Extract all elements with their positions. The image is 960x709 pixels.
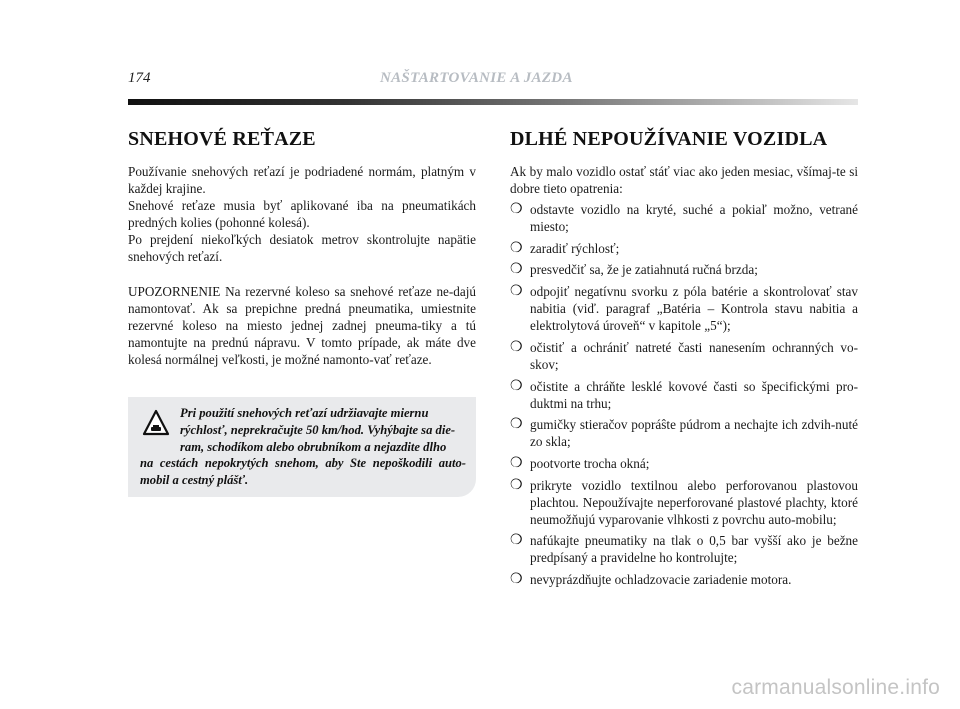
caution-line: na cestách nepokrytých snehom, aby Ste nepoškodili auto-mobil a cestný plášť. xyxy=(140,456,466,488)
list-item: ❍ nafúkajte pneumatiky na tlak o 0,5 bar vyšší ako je bežne predpísaný a pravidelne ho kontrolujte; xyxy=(510,533,858,566)
running-title: NAŠTARTOVANIE A JAZDA xyxy=(380,70,573,86)
bullet-icon: ❍ xyxy=(510,571,523,587)
bullet-icon: ❍ xyxy=(510,378,523,394)
caution-box xyxy=(128,397,476,497)
list-item: ❍ odpojiť negatívnu svorku z póla batérie a skontrolovať stav nabitia (viď. paragraf „Batéria – Kontrola stavu nabitia a elektrolytová úroveň“ v kapitole „5“); xyxy=(510,284,858,334)
caution-text xyxy=(140,405,466,489)
caution-line: ram, schodíkom alebo obrubníkom a nejazdite dlho xyxy=(180,439,447,454)
bullet-icon: ❍ xyxy=(510,284,523,300)
paragraph: Používanie snehových reťazí je podriadené normám, platným v každej krajine. xyxy=(128,164,476,197)
list-item: ❍ presvedčiť sa, že je zatiahnutá ručná brzda; xyxy=(510,262,758,278)
bullet-icon: ❍ xyxy=(510,262,523,278)
bullet-icon: ❍ xyxy=(510,339,523,355)
list-item: ❍ nevyprázdňujte ochladzovacie zariadenie motora. xyxy=(510,571,792,587)
list-item: ❍ prikryte vozidlo textilnou alebo perforovanou plastovou plachtou. Nepoužívajte neperforované plastové plachty, ktoré neumožňujú vyparovanie vlhkosti z povrchu auto-mobilu; xyxy=(510,477,858,527)
warning-paragraph: UPOZORNENIE Na rezervné koleso sa snehové reťaze ne-dajú namontovať. Ak sa prepichne predná pneumatika, umiestnite rezervné koleso na miesto jednej zadnej pneuma-tiky a tú namontujte na prednú nápravu. V tomto prípade, ak máte dve kolesá normálnej veľkosti, je možné namonto-vať reťaze. xyxy=(128,283,476,367)
list-item: ❍ gumičky stieračov popráŝte púdrom a nechajte ich zdvih-nuté zo skla; xyxy=(510,417,858,450)
list-item: ❍ očistiť a ochrániť natreté časti nanesením ochranných vo-skov; xyxy=(510,339,858,372)
bullet-icon: ❍ xyxy=(510,240,523,256)
list-item: ❍ odstavte vozidlo na kryté, suché a pokiaľ možno, vetrané miesto; xyxy=(510,202,858,235)
list-item: ❍ pootvorte trocha okná; xyxy=(510,455,650,471)
list-item: ❍ zaradiť rýchlosť; xyxy=(510,240,620,256)
section-heading-snow-chains: SNEHOVÉ REŤAZE xyxy=(128,128,316,150)
paragraph: Ak by malo vozidlo ostať stáť viac ako jeden mesiac, všímaj-te si dobre tieto opatrenia: xyxy=(510,164,858,197)
bullet-icon: ❍ xyxy=(510,455,523,471)
bullet-icon: ❍ xyxy=(510,202,523,218)
precaution-list xyxy=(510,201,858,588)
bullet-icon: ❍ xyxy=(510,533,523,549)
left-column xyxy=(128,128,476,368)
list-item: ❍ očistite a chráňte lesklé kovové časti so špecifickými pro-duktmi na trhu; xyxy=(510,378,858,411)
paragraph: Po prejdení niekoľkých desiatok metrov skontrolujte napätie snehových reťazí. xyxy=(128,232,476,265)
bullet-icon: ❍ xyxy=(510,417,523,433)
watermark: carmanualsonline.info xyxy=(731,676,940,699)
paragraph: Snehové reťaze musia byť aplikované iba na pneumatikách predných kolies (pohonné kolesá). xyxy=(128,198,476,231)
header-rule xyxy=(128,99,858,105)
section-heading-long-storage: DLHÉ NEPOUŽÍVANIE VOZIDLA xyxy=(510,128,828,150)
right-column xyxy=(510,128,858,593)
bullet-icon: ❍ xyxy=(510,477,523,493)
caution-line: Pri použití snehových reťazí udržiavajte miernu xyxy=(180,406,429,420)
page-number: 174 xyxy=(128,70,151,86)
caution-line: rýchlosť, neprekračujte 50 km/hod. Vyhýbajte sa die- xyxy=(180,422,456,437)
